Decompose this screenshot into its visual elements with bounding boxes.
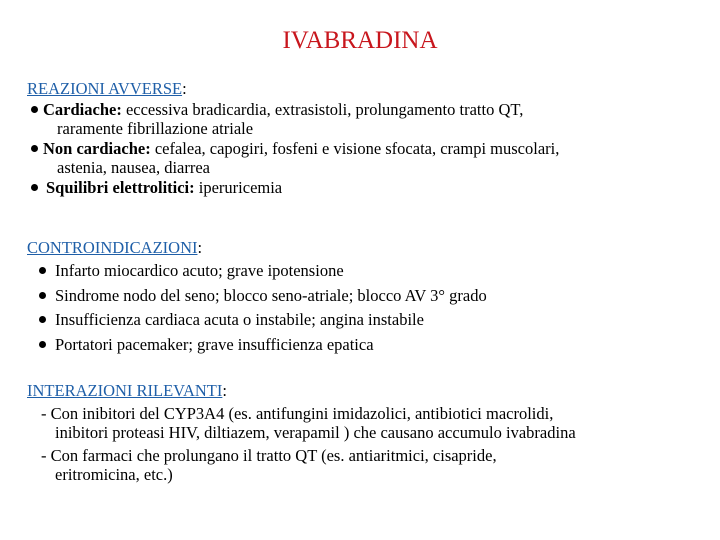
item-text-continued: inibitori proteasi HIV, diltiazem, verapamil ) che causano accumulo ivabradina — [55, 423, 576, 442]
bullet-icon — [39, 341, 46, 348]
item-text: - Con farmaci che prolungano il tratto QT (es. antiaritmici, cisapride, — [41, 446, 497, 465]
item-text-continued: raramente fibrillazione atriale — [57, 119, 254, 138]
bullet-icon — [31, 145, 38, 152]
item-label: Cardiache: — [43, 100, 122, 119]
item-text: iperuricemia — [194, 178, 283, 197]
item-text: - Con inibitori del CYP3A4 (es. antifungini imidazolici, antibiotici macrolidi, — [41, 404, 554, 423]
item-text: Portatori pacemaker; grave insufficienza epatica — [55, 334, 374, 354]
list-item — [27, 308, 704, 333]
bullet-icon — [31, 184, 38, 191]
list-item — [27, 446, 704, 484]
heading-colon: : — [197, 238, 203, 257]
item-text: Infarto miocardico acuto; grave ipotensione — [55, 261, 344, 280]
slide-title: IVABRADINA — [282, 27, 438, 54]
heading-colon: : — [182, 79, 187, 98]
bullet-icon — [39, 292, 46, 299]
item-text: eccessiva bradicardia, extrasistoli, prolungamento tratto QT, — [121, 100, 524, 119]
item-label: Squilibri elettrolitici: — [46, 178, 195, 197]
section-heading-line — [27, 78, 704, 99]
adverse-reactions-heading: REAZIONI AVVERSE — [27, 79, 183, 98]
list-item — [27, 333, 704, 358]
item-text: Sindrome nodo del seno; blocco seno-atriale; blocco AV 3° grado — [55, 285, 487, 305]
item-text-continued: astenia, nausea, diarrea — [57, 158, 210, 177]
list-item — [27, 404, 704, 442]
interactions-heading: INTERAZIONI RILEVANTI — [27, 381, 223, 400]
list-item — [27, 138, 704, 177]
contraindications-section — [27, 236, 704, 357]
adverse-reactions-section — [27, 78, 704, 198]
interactions-section — [27, 379, 704, 484]
list-item — [27, 259, 704, 284]
bullet-icon — [31, 106, 38, 113]
list-item — [27, 99, 704, 138]
section-heading-line — [27, 236, 704, 259]
bullet-icon — [39, 267, 46, 274]
list-item — [27, 284, 704, 309]
section-heading-line — [27, 379, 704, 402]
bullet-icon — [39, 316, 46, 323]
item-text-continued: eritromicina, etc.) — [55, 465, 173, 484]
contraindications-heading: CONTROINDICAZIONI — [27, 238, 198, 257]
item-text: Insufficienza cardiaca acuta o instabile; angina instabile — [55, 310, 424, 329]
item-label: Non cardiache: — [43, 139, 151, 158]
list-item — [27, 177, 704, 198]
heading-colon: : — [222, 381, 227, 400]
item-text: cefalea, capogiri, fosfeni e visione sfocata, crampi muscolari, — [150, 139, 560, 158]
